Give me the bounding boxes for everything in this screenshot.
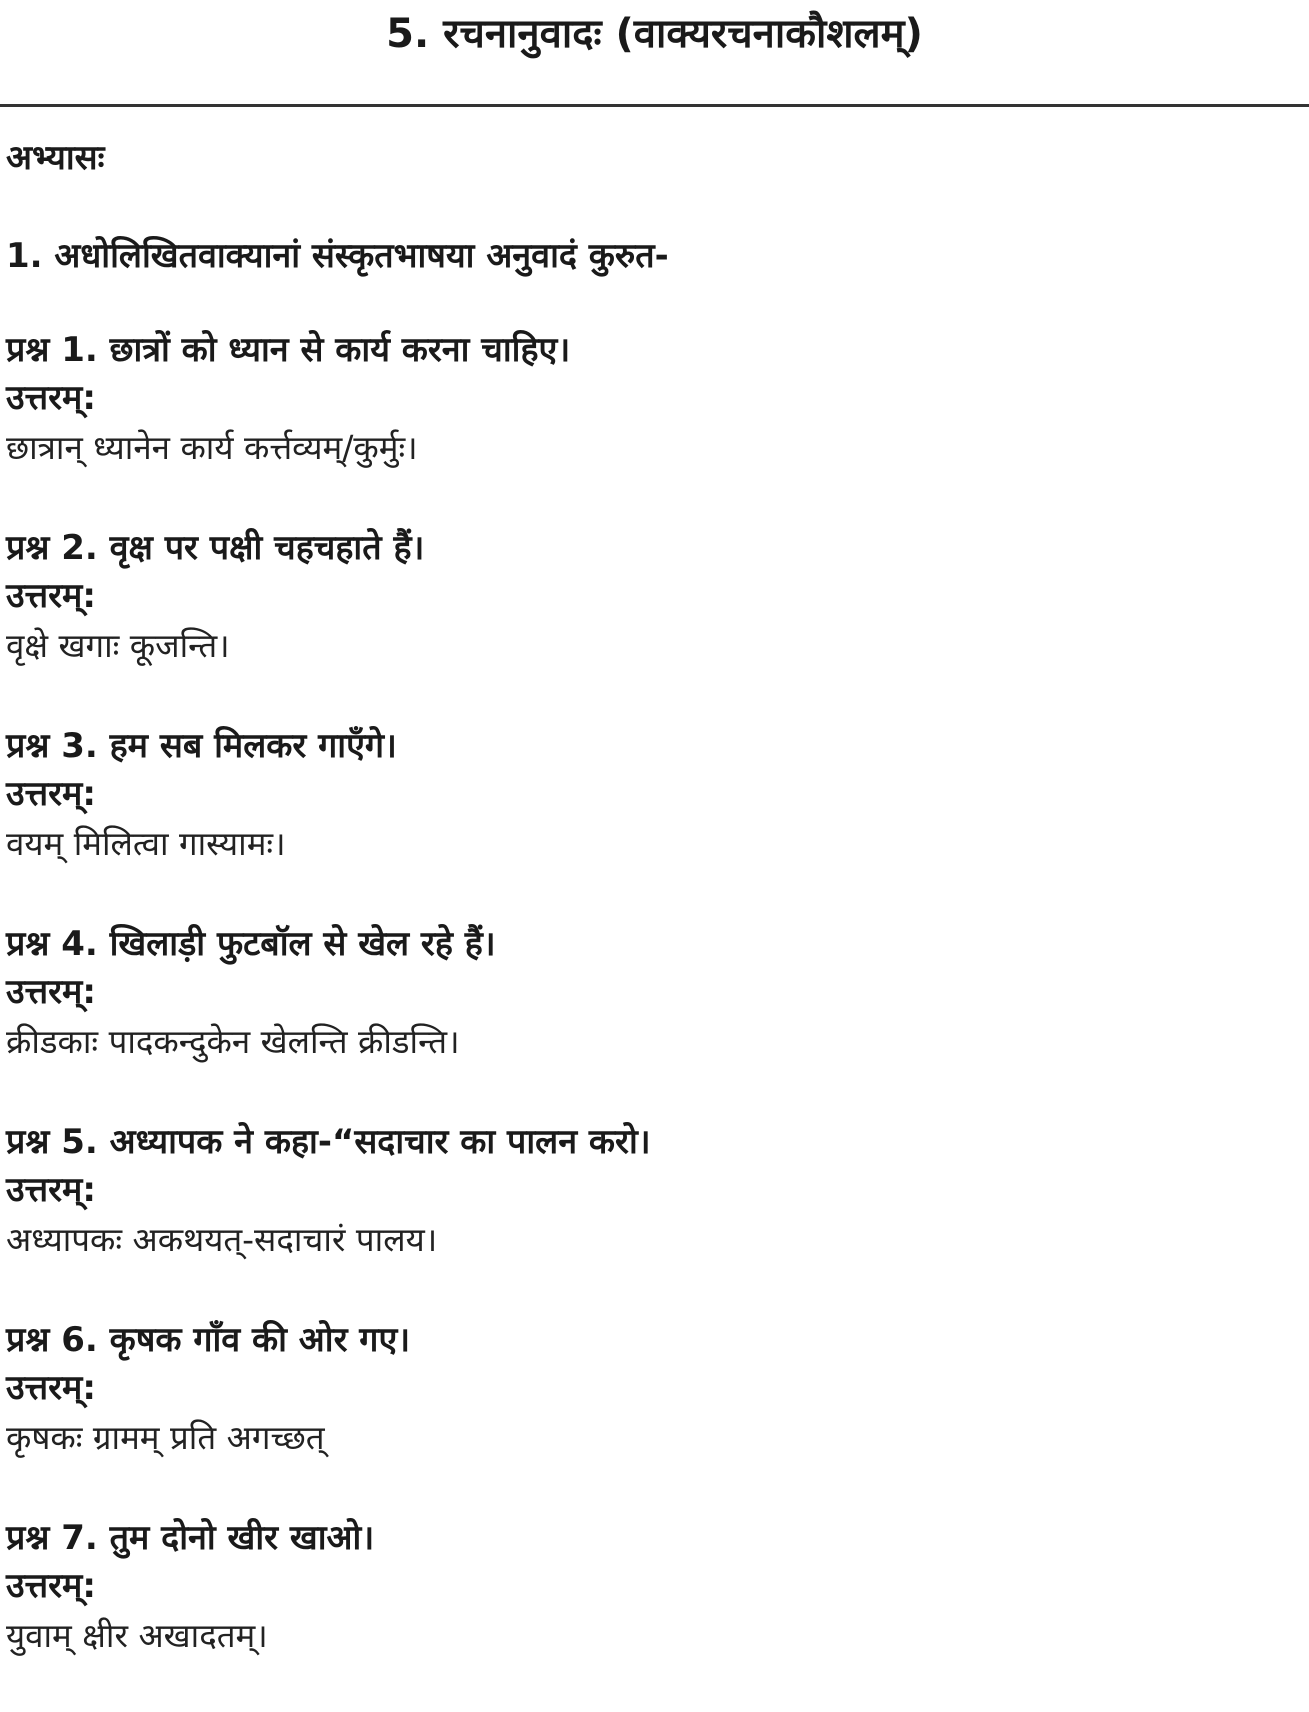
question-text: प्रश्न 6. कृषक गाँव की ओर गए। (6, 1320, 411, 1360)
answer-text: वृक्षे खगाः कूजन्ति। (6, 626, 230, 665)
answer-text: कृषकः ग्रामम् प्रति अगच्छत् (6, 1418, 325, 1457)
answer-label: उत्तरम्: (6, 774, 96, 814)
answer-label: उत्तरम्: (6, 576, 96, 616)
qa-item (6, 1514, 1296, 1712)
answer-label: उत्तरम्: (6, 378, 96, 418)
exercise-instruction: 1. अधोलिखितवाक्यानां संस्कृतभाषया अनुवादं कुरुत- (6, 236, 669, 276)
title-divider (0, 104, 1309, 107)
question-text: प्रश्न 5. अध्यापक ने कहा-“सदाचार का पालन करो। (6, 1122, 651, 1162)
section-label: अभ्यासः (6, 138, 105, 178)
answer-label: उत्तरम्: (6, 1170, 96, 1210)
answer-text: युवाम् क्षीर अखादतम्। (6, 1616, 268, 1655)
qa-item (6, 722, 1296, 920)
exercise-content (6, 130, 1296, 1712)
answer-label: उत्तरम्: (6, 1566, 96, 1606)
qa-item (6, 1316, 1296, 1514)
question-text: प्रश्न 7. तुम दोनो खीर खाओ। (6, 1518, 375, 1558)
answer-label: उत्तरम्: (6, 972, 96, 1012)
question-text: प्रश्न 3. हम सब मिलकर गाएँगे। (6, 726, 397, 766)
qa-item (6, 524, 1296, 722)
answer-text: वयम् मिलित्वा गास्यामः। (6, 824, 286, 863)
question-text: प्रश्न 1. छात्रों को ध्यान से कार्य करना चाहिए। (6, 330, 571, 370)
page-title: 5. रचनानुवादः (वाक्यरचनाकौशलम्) (386, 11, 923, 57)
answer-text: अध्यापकः अकथयत्-सदाचारं पालय। (6, 1220, 438, 1259)
qa-item (6, 1118, 1296, 1316)
question-text: प्रश्न 2. वृक्ष पर पक्षी चहचहाते हैं। (6, 528, 425, 568)
answer-text: क्रीडकाः पादकन्दुकेन खेलन्ति क्रीडन्ति। (6, 1022, 460, 1061)
qa-item (6, 920, 1296, 1118)
answer-label: उत्तरम्: (6, 1368, 96, 1408)
answer-text: छात्रान् ध्यानेन कार्य कर्त्तव्यम्/कुर्मुः। (6, 428, 418, 467)
qa-item (6, 326, 1296, 524)
question-text: प्रश्न 4. खिलाड़ी फुटबॉल से खेल रहे हैं। (6, 924, 496, 964)
